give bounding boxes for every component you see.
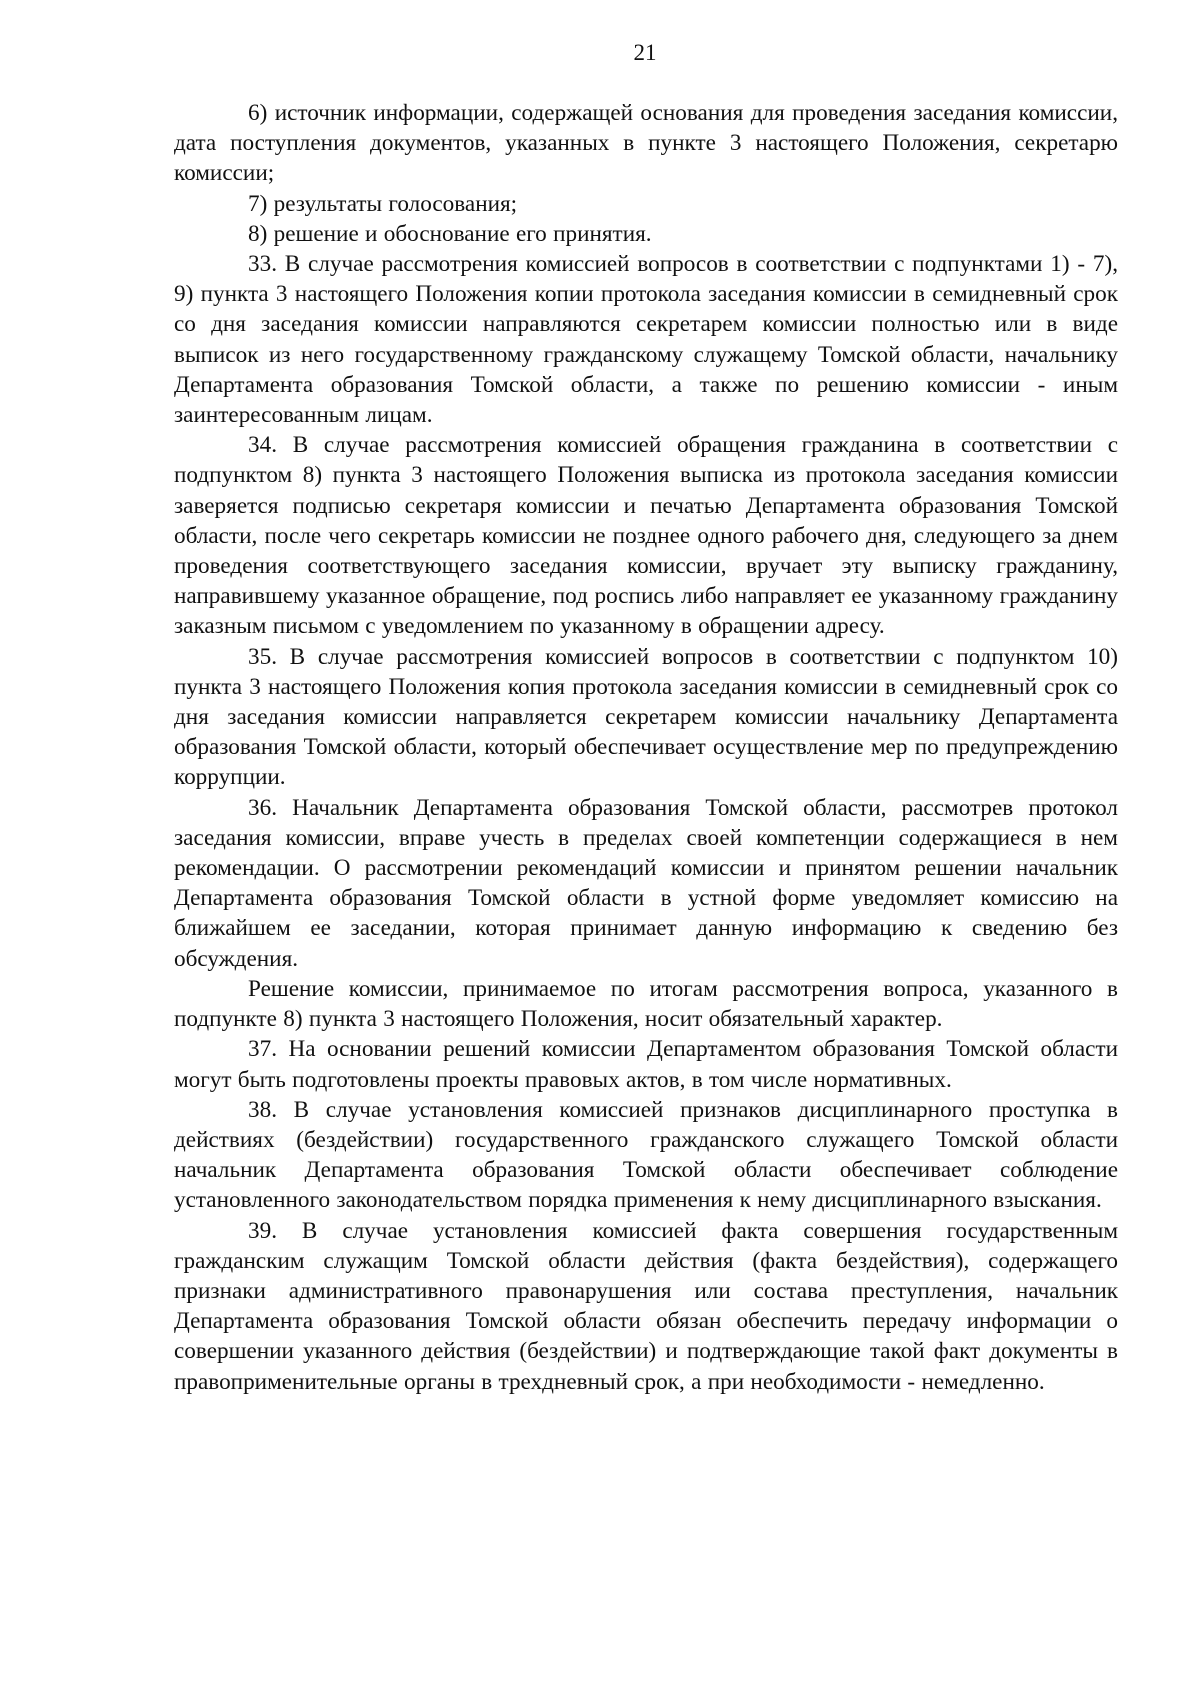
paragraph-33: 33. В случае рассмотрения комиссией вопросов в соответствии с подпунктами 1) - 7), 9) пункта 3 настоящего Положения копии протокола заседания комиссии в семидневный срок со дня заседания комиссии направляются секретарем комиссии полностью или в виде выписок из него государственному гражданскому служащему Томской области, начальнику Департамента образования Томской области, а также по решению комиссии - иным заинтересованным лицам. [174, 251, 1118, 429]
paragraph-36-decision: Решение комиссии, принимаемое по итогам рассмотрения вопроса, указанного в подпункте 8) пункта 3 настоящего Положения, носит обязательный характер. [174, 975, 1118, 1033]
paragraph-item-8: 8) решение и обоснование его принятия. [248, 220, 652, 247]
document-body [174, 98, 1118, 1397]
paragraph-37: 37. На основании решений комиссии Департаментом образования Томской области могут быть подготовлены проекты правовых актов, в том числе нормативных. [174, 1036, 1118, 1093]
paragraph-item-7: 7) результаты голосования; [248, 190, 518, 217]
paragraph-35: 35. В случае рассмотрения комиссией вопросов в соответствии с подпунктом 10) пункта 3 настоящего Положения копия протокола заседания комиссии в семидневный срок со дня заседания комиссии направляется секретарем комиссии начальнику Департамента образования Томской области, который обеспечивает осуществление мер по предупреждению коррупции. [174, 643, 1118, 791]
paragraph-34: 34. В случае рассмотрения комиссией обращения гражданина в соответствии с подпунктом 8) пункта 3 настоящего Положения выписка из протокола заседания комиссии заверяется подписью секретаря комиссии и печатью Департамента образования Томской области, после чего секретарь комиссии не позднее одного рабочего дня, следующего за днем проведения соответствующего заседания комиссии, вручает эту выписку гражданину, направившему указанное обращение, под роспись либо направляет ее указанному гражданину заказным письмом с уведомлением по указанному в обращении адресу. [174, 432, 1118, 640]
paragraph-36: 36. Начальник Департамента образования Томской области, рассмотрев протокол заседания комиссии, вправе учесть в пределах своей компетенции содержащиеся в нем рекомендации. О рассмотрении рекомендаций комиссии и принятом решении начальник Департамента образования Томской области в устной форме уведомляет комиссию на ближайшем ее заседании, которая принимает данную информацию к сведению без обсуждения. [174, 794, 1118, 972]
page-number: 21 [633, 40, 657, 65]
paragraph-item-6: 6) источник информации, содержащей основания для проведения заседания комиссии, дата поступления документов, указанных в пункте 3 настоящего Положения, секретарю комиссии; [174, 100, 1118, 187]
paragraph-39: 39. В случае установления комиссией факта совершения государственным гражданским служащим Томской области действия (факта бездействия), содержащего признаки административного правонарушения или состава преступления, начальник Департамента образования Томской области обязан обеспечить передачу информации о совершении указанного действия (бездействии) и подтверждающие такой факт документы в правоприменительные органы в трехдневный срок, а при необходимости - немедленно. [174, 1217, 1118, 1395]
paragraph-38: 38. В случае установления комиссией признаков дисциплинарного проступка в действиях (бездействии) государственного гражданского служащего Томской области начальник Департамента образования Томской области обеспечивает соблюдение установленного законодательством порядка применения к нему дисциплинарного взыскания. [174, 1096, 1118, 1214]
